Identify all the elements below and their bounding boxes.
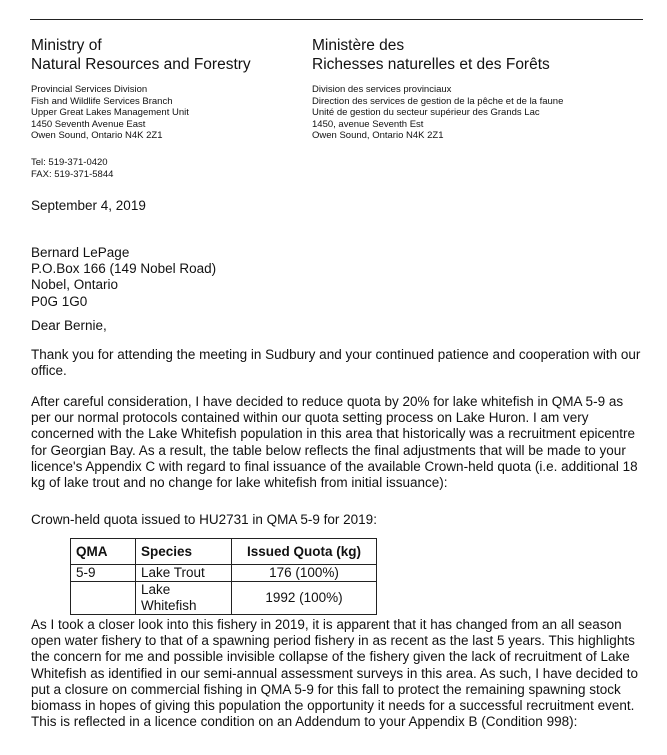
quota-cell: 1992 (100%) xyxy=(232,582,377,615)
ministry-name-line1-fr: Ministère des xyxy=(312,37,405,54)
address-line: 1450, avenue Seventh Est xyxy=(312,118,424,130)
letterhead-french xyxy=(312,36,652,142)
salutation: Dear Bernie, xyxy=(31,318,107,333)
contact-block xyxy=(31,157,113,180)
address-block-en xyxy=(31,84,301,142)
ministry-name-line2-fr: Richesses naturelles et des Forêts xyxy=(312,56,550,73)
column-header: Species xyxy=(136,539,232,565)
ministry-name-line2-en: Natural Resources and Forestry xyxy=(31,56,251,73)
address-line: Owen Sound, Ontario N4K 2Z1 xyxy=(31,130,163,141)
recipient-address xyxy=(31,245,641,310)
qma-cell: 5-9 xyxy=(71,565,136,582)
letterhead-english xyxy=(31,36,301,142)
address-line: Upper Great Lakes Management Unit xyxy=(31,107,189,118)
species-cell: Lake Trout xyxy=(136,565,232,582)
paragraph-thanks: Thank you for attending the meeting in Sudbury and your continued patience and cooperation with our office. xyxy=(31,347,641,379)
paragraph-quota-decision: After careful consideration, I have decided to reduce quota by 20% for lake whitefish in QMA 5-9 as per our normal protocols contained within our quota setting process on Lake Huron. I am very concerned with the Lake Whitefish population in this area that historically was a recruitment epicentre for Georgian Bay. As a result, the table below reflects the final adjustments that will be made to your licence's Appendix C with regard to final issuance of the available Crown-held quota (i.e. additional 18 kg of lake trout and no change for lake whitefish from initial issuance): xyxy=(31,394,638,491)
paragraph-closure: As I took a closer look into this fishery in 2019, it is apparent that it has changed from an all season open water fishery to that of a spawning period fishery in as recent as the last 5 years. This highlights the concern for me and possible invisible collapse of the fishery given the lack of recruitment of Lake Whitefish as identified in our semi-annual assessment surveys in this area. As such, I have decided to put a closure on commercial fishing in QMA 5-9 for this fall to protect the remaining spawning stock biomass in hopes of giving this population the opportunity it needs for a successful recruitment event. This is reflected in a licence condition on an Addendum to your Appendix B (Condition 998): xyxy=(31,617,639,730)
recipient-line: Nobel, Ontario xyxy=(31,277,119,293)
table-header-row xyxy=(71,539,377,565)
address-line: Unité de gestion du secteur supérieur des Grands Lac xyxy=(312,107,540,118)
table-caption: Crown-held quota issued to HU2731 in QMA 5-9 for 2019: xyxy=(31,512,377,527)
address-block-fr xyxy=(312,84,652,142)
recipient-line: P.O.Box 166 (149 Nobel Road) xyxy=(31,261,217,277)
address-line: 1450 Seventh Avenue East xyxy=(31,118,146,130)
table-row xyxy=(71,582,377,615)
qma-cell xyxy=(71,582,136,615)
column-header: QMA xyxy=(71,539,136,565)
quota-cell: 176 (100%) xyxy=(232,565,377,582)
table-row xyxy=(71,565,377,582)
ministry-name-line1-en: Ministry of xyxy=(31,37,102,54)
column-header: Issued Quota (kg) xyxy=(232,539,377,565)
species-cell: Lake Whitefish xyxy=(136,582,232,615)
address-line: Owen Sound, Ontario N4K 2Z1 xyxy=(312,130,444,141)
address-line: Direction des services de gestion de la pêche et de la faune xyxy=(312,95,564,107)
telephone-number: Tel: 519-371-0420 xyxy=(31,157,108,168)
address-line: Provincial Services Division xyxy=(31,84,148,95)
quota-table xyxy=(70,538,377,615)
fax-number: FAX: 519-371-5844 xyxy=(31,168,114,180)
recipient-name: Bernard LePage xyxy=(31,245,130,260)
letter-date: September 4, 2019 xyxy=(31,198,146,213)
top-divider xyxy=(30,19,643,20)
address-line: Division des services provinciaux xyxy=(312,84,452,95)
address-line: Fish and Wildlife Services Branch xyxy=(31,95,173,107)
recipient-postal-code: P0G 1G0 xyxy=(31,293,88,309)
